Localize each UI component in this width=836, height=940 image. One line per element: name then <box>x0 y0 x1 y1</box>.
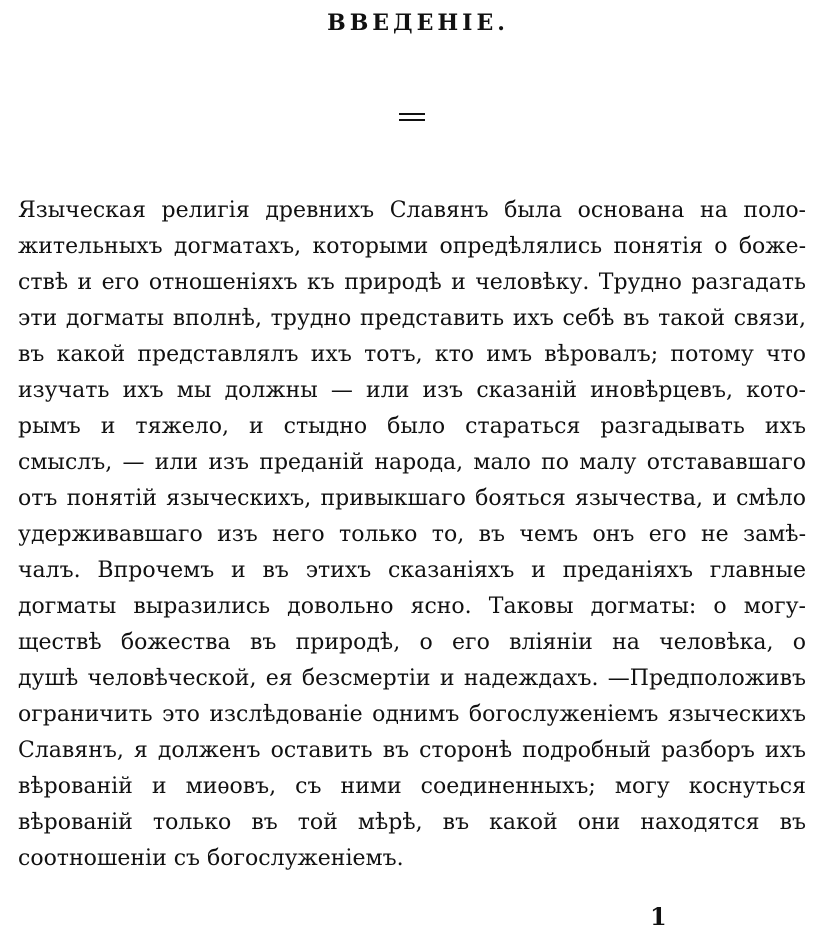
text-line: вѣрованій только въ той мѣрѣ, въ какой они находятся въ <box>18 810 806 835</box>
text-line: ществѣ божества въ природѣ, о его вліяніи на человѣка, о <box>18 630 806 655</box>
chapter-title: ВВЕДЕНІЕ. <box>327 10 509 36</box>
text-line: жительныхъ догматахъ, которыми опредѣлялись понятія о боже- <box>18 234 806 259</box>
text-line: отъ понятій языческихъ, привыкшаго бояться язычества, и смѣло <box>18 486 806 511</box>
text-line: ствѣ и его отношеніяхъ къ природѣ и человѣку. Трудно разгадать <box>18 270 806 295</box>
text-line: Языческая религія древнихъ Славянъ была основана на поло- <box>18 198 806 223</box>
text-line: догматы выразились довольно ясно. Таковы догматы: о могу- <box>18 594 806 619</box>
text-line: душѣ человѣческой, ея безсмертіи и надеждахъ. —Предположивъ <box>18 666 806 691</box>
text-line: ограничить это изслѣдованіе однимъ богослуженіемъ языческихъ <box>18 702 806 727</box>
text-line: чалъ. Впрочемъ и въ этихъ сказаніяхъ и преданіяхъ главные <box>18 558 806 583</box>
page-number: 1 <box>650 902 667 931</box>
text-line: вѣрованій и миѳовъ, съ ними соединенныхъ; могу коснуться <box>18 774 806 799</box>
text-line: Славянъ, я долженъ оставить въ сторонѣ подробный разборъ ихъ <box>18 738 806 763</box>
text-line: изучать ихъ мы должны — или изъ сказаній иновѣрцевъ, кото- <box>18 378 806 403</box>
text-line: смыслъ, — или изъ преданій народа, мало по малу отстававшаго <box>18 450 806 475</box>
text-line: въ какой представлялъ ихъ тотъ, кто имъ вѣровалъ; потому что <box>18 342 806 367</box>
text-line-last: соотношеніи съ богослуженіемъ. <box>18 846 404 871</box>
text-line: эти догматы вполнѣ, трудно представить ихъ себѣ въ такой связи, <box>18 306 806 331</box>
title-divider <box>399 113 425 121</box>
text-line: рымъ и тяжело, и стыдно было стараться разгадывать ихъ <box>18 414 806 439</box>
text-line: удерживавшаго изъ него только то, въ чемъ онъ его не замѣ- <box>18 522 806 547</box>
